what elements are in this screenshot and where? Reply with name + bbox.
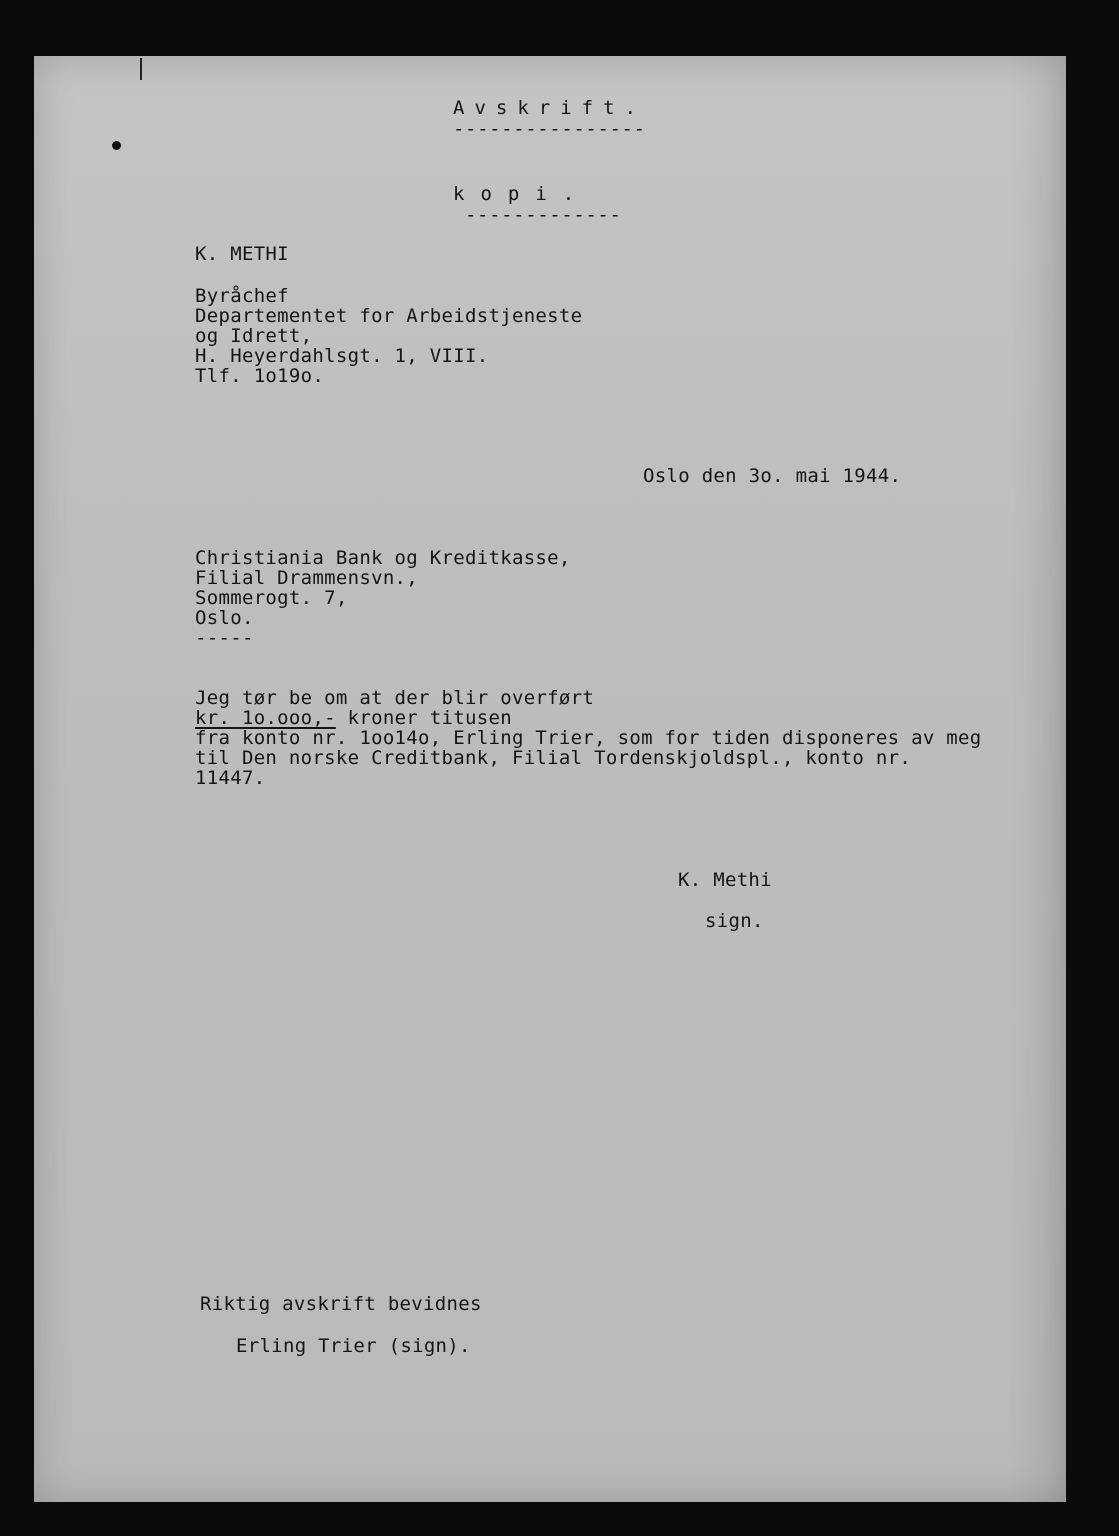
amount-in-words: kroner titusen xyxy=(335,707,512,729)
recipient-line: Oslo. xyxy=(195,607,254,629)
certification-signature: Erling Trier (sign). xyxy=(236,1335,471,1357)
letter-date: Oslo den 3o. mai 1944. xyxy=(643,465,902,487)
signature-name: K. Methi xyxy=(678,869,772,891)
sender-line: Tlf. 1o19o. xyxy=(195,365,325,387)
recipient-rule: ----- xyxy=(195,627,254,649)
transfer-amount: kr. 1o.ooo,- xyxy=(195,707,336,729)
recipient-line: Christiania Bank og Kreditkasse, xyxy=(195,547,571,569)
title-rule: ---------------- xyxy=(453,118,646,140)
body-line: 11447. xyxy=(195,767,266,789)
document-subtitle: kopi. xyxy=(453,183,591,205)
paper-shading xyxy=(1006,56,1066,1502)
body-line: til Den norske Creditbank, Filial Tordenskjoldspl., konto nr. xyxy=(195,747,912,769)
body-amount-line xyxy=(195,708,512,729)
sender-line: Departementet for Arbeidstjeneste xyxy=(195,305,583,327)
signature-note: sign. xyxy=(705,910,764,932)
sender-name: K. METHI xyxy=(195,243,289,265)
body-line: Jeg tør be om at der blir overført xyxy=(195,687,595,709)
punch-hole-mark xyxy=(112,141,121,150)
sender-line: H. Heyerdahlsgt. 1, VIII. xyxy=(195,345,489,367)
document-title: Avskrift. xyxy=(453,97,646,119)
recipient-line: Sommerogt. 7, xyxy=(195,587,348,609)
certification-line: Riktig avskrift bevidnes xyxy=(200,1293,482,1315)
subtitle-rule: ------------- xyxy=(465,204,622,226)
body-line: fra konto nr. 1oo14o, Erling Trier, som for tiden disponeres av meg xyxy=(195,727,982,749)
sender-line: og Idrett, xyxy=(195,325,313,347)
recipient-line: Filial Drammensvn., xyxy=(195,567,419,589)
paper-sheet xyxy=(34,56,1066,1502)
edge-mark xyxy=(140,58,142,80)
sender-line: Byråchef xyxy=(195,285,289,307)
